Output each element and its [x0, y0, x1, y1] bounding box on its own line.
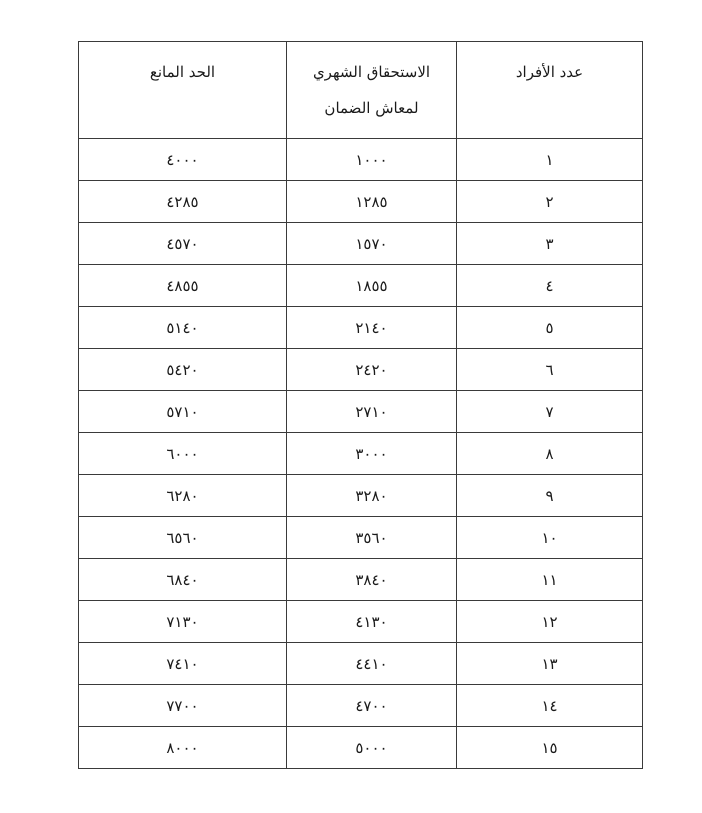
cell-limit: ٧٤١٠ [79, 643, 287, 685]
table-row [79, 265, 643, 307]
cell-monthly: ٢١٤٠ [287, 307, 457, 349]
header-members-label: عدد الأفراد [515, 63, 584, 81]
table-row [79, 181, 643, 223]
cell-members: ٩ [457, 475, 643, 517]
cell-members: ٤ [457, 265, 643, 307]
cell-limit: ٦٠٠٠ [79, 433, 287, 475]
table-row [79, 223, 643, 265]
cell-limit: ٧٧٠٠ [79, 685, 287, 727]
cell-monthly: ٣٥٦٠ [287, 517, 457, 559]
cell-monthly: ٤٧٠٠ [287, 685, 457, 727]
table-row [79, 139, 643, 181]
cell-monthly: ٥٠٠٠ [287, 727, 457, 769]
cell-members: ٧ [457, 391, 643, 433]
cell-monthly: ٢٧١٠ [287, 391, 457, 433]
header-members [457, 42, 643, 139]
cell-monthly: ٤٤١٠ [287, 643, 457, 685]
cell-members: ١٣ [457, 643, 643, 685]
table-row [79, 349, 643, 391]
cell-monthly: ١٨٥٥ [287, 265, 457, 307]
cell-limit: ٤٢٨٥ [79, 181, 287, 223]
table-row [79, 643, 643, 685]
header-monthly-line2: لمعاش الضمان [324, 99, 419, 117]
cell-monthly: ١٠٠٠ [287, 139, 457, 181]
cell-monthly: ٣٠٠٠ [287, 433, 457, 475]
cell-limit: ٥١٤٠ [79, 307, 287, 349]
cell-members: ١١ [457, 559, 643, 601]
table-body [79, 42, 643, 769]
cell-members: ٦ [457, 349, 643, 391]
table-row [79, 559, 643, 601]
cell-members: ١٢ [457, 601, 643, 643]
cell-limit: ٤٨٥٥ [79, 265, 287, 307]
cell-limit: ٧١٣٠ [79, 601, 287, 643]
table-header-row [79, 42, 643, 139]
cell-limit: ٥٧١٠ [79, 391, 287, 433]
cell-members: ٨ [457, 433, 643, 475]
header-monthly-line1: الاستحقاق الشهري [312, 63, 431, 81]
header-limit [79, 42, 287, 139]
cell-members: ٢ [457, 181, 643, 223]
cell-monthly: ٢٤٢٠ [287, 349, 457, 391]
cell-limit: ٥٤٢٠ [79, 349, 287, 391]
cell-monthly: ١٥٧٠ [287, 223, 457, 265]
header-monthly [287, 42, 457, 139]
table-row [79, 727, 643, 769]
cell-monthly: ٤١٣٠ [287, 601, 457, 643]
cell-monthly: ٣٢٨٠ [287, 475, 457, 517]
cell-members: ١ [457, 139, 643, 181]
cell-limit: ٤٠٠٠ [79, 139, 287, 181]
social-security-table [78, 41, 643, 769]
cell-limit: ٤٥٧٠ [79, 223, 287, 265]
table-row [79, 307, 643, 349]
cell-monthly: ٣٨٤٠ [287, 559, 457, 601]
table-row [79, 685, 643, 727]
cell-members: ١٤ [457, 685, 643, 727]
table-row [79, 433, 643, 475]
cell-members: ١٠ [457, 517, 643, 559]
table-row [79, 475, 643, 517]
cell-members: ٥ [457, 307, 643, 349]
cell-members: ١٥ [457, 727, 643, 769]
cell-limit: ٦٥٦٠ [79, 517, 287, 559]
cell-monthly: ١٢٨٥ [287, 181, 457, 223]
cell-limit: ٦٨٤٠ [79, 559, 287, 601]
table-row [79, 517, 643, 559]
cell-members: ٣ [457, 223, 643, 265]
cell-limit: ٨٠٠٠ [79, 727, 287, 769]
table-row [79, 391, 643, 433]
cell-limit: ٦٢٨٠ [79, 475, 287, 517]
table-row [79, 601, 643, 643]
header-limit-label: الحد المانع [149, 63, 216, 81]
